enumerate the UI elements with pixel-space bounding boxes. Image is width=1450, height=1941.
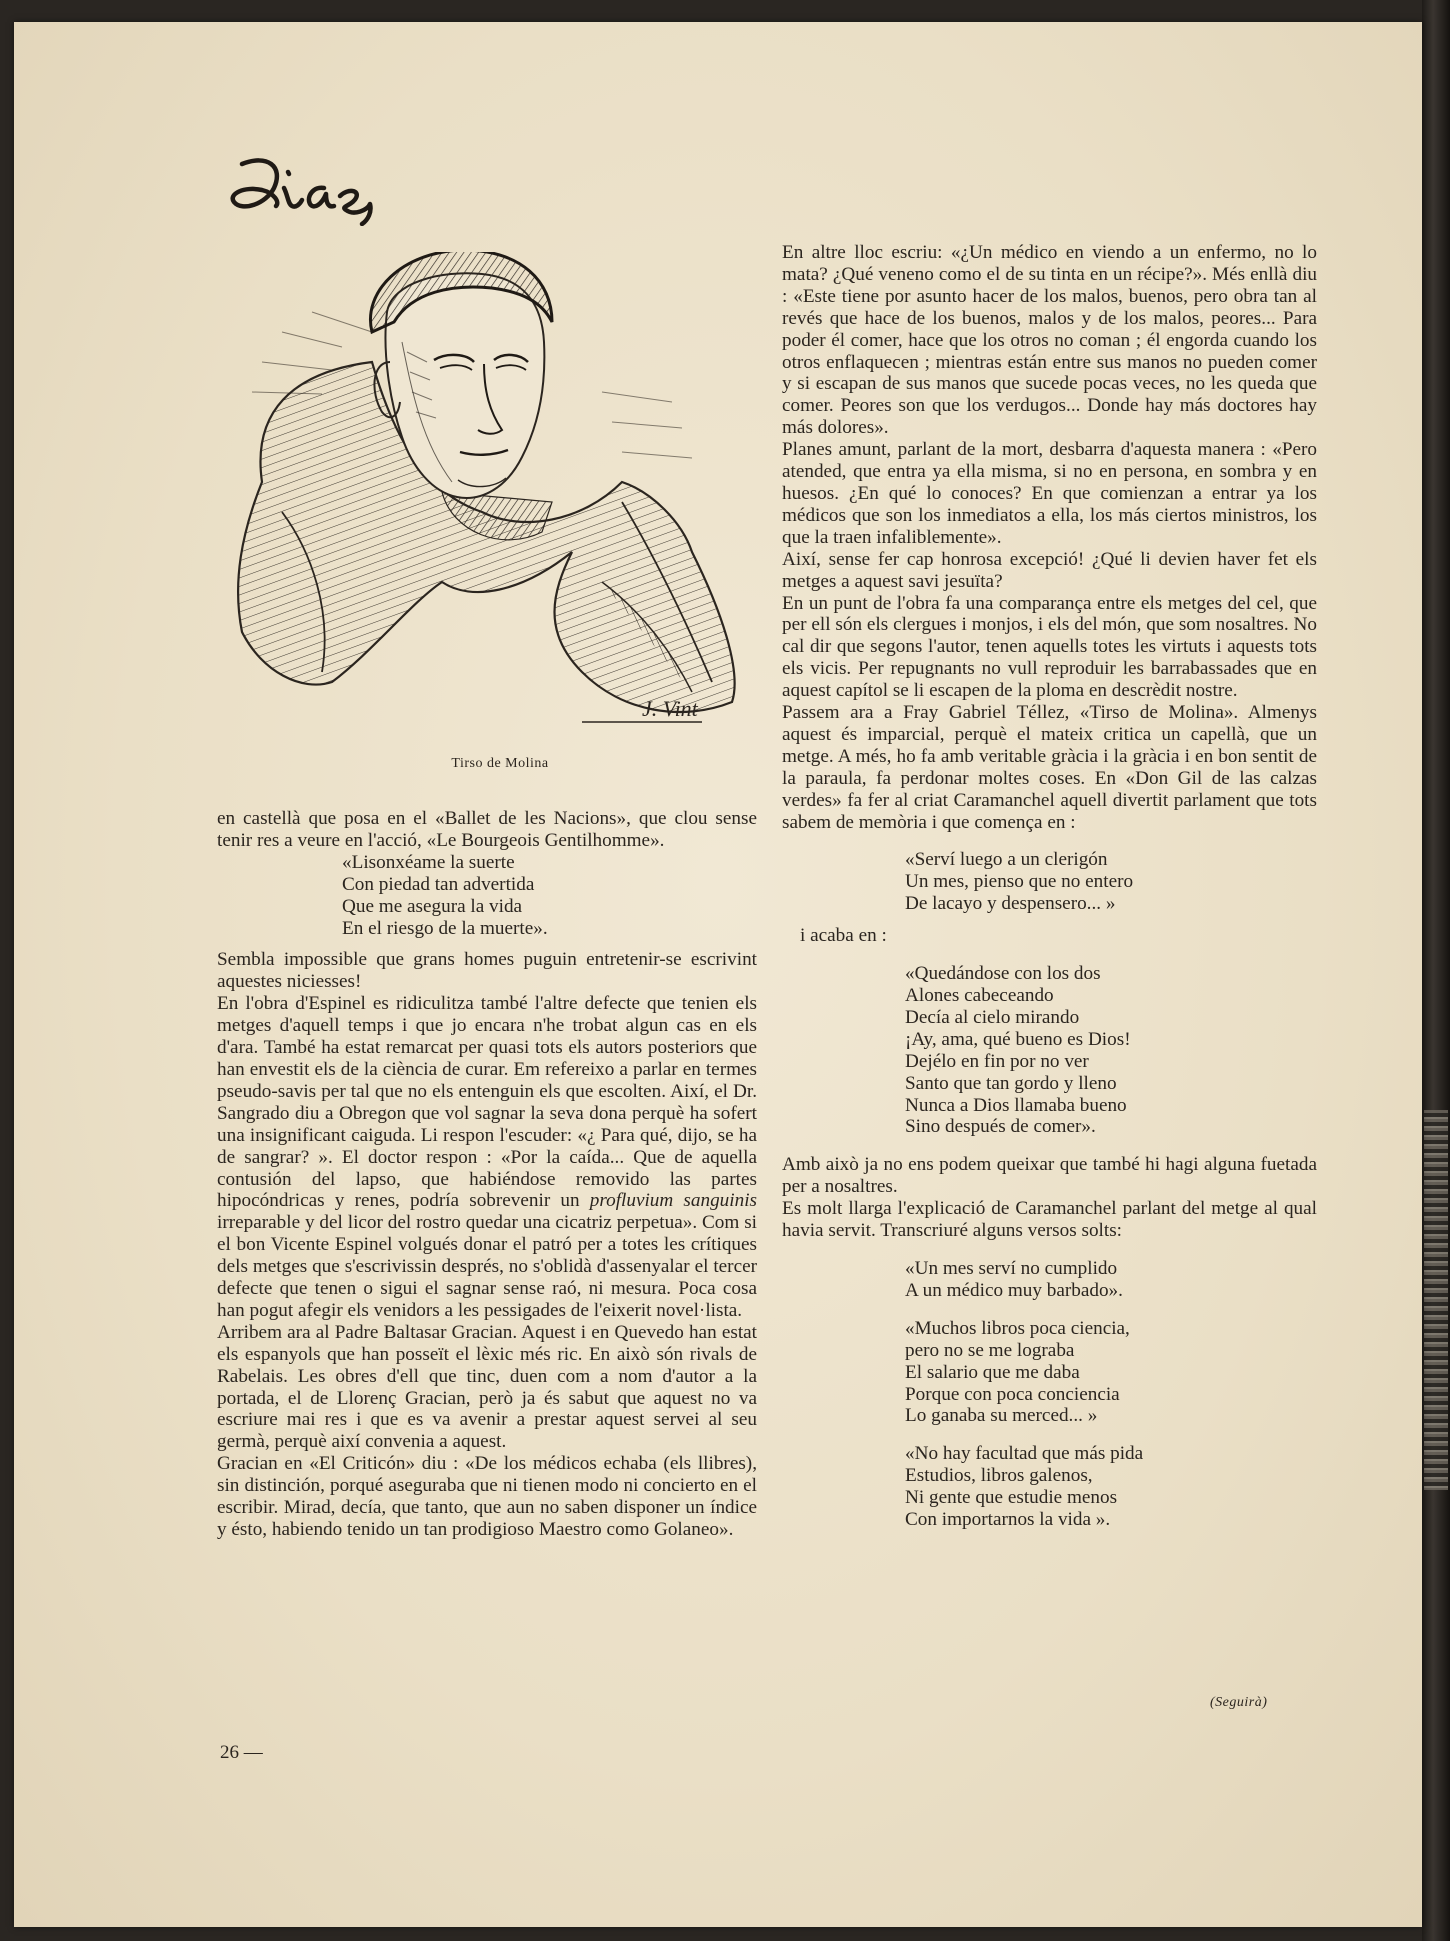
binding-strip (1424, 1110, 1448, 1490)
verse-line: ¡Ay, ama, qué bueno es Dios! (905, 1028, 1131, 1050)
verse-line: Estudios, libros galenos, (905, 1465, 1093, 1487)
verse-line: Con piedad tan advertida (342, 873, 535, 895)
portrait-engraving (222, 252, 762, 752)
paragraph-acaba: i acaba en : (800, 925, 887, 947)
artist-signature: J. Vint (642, 696, 698, 721)
verse-line: Alones cabeceando (905, 985, 1054, 1006)
magazine-page (14, 22, 1422, 1927)
verse-no-hay-facultad (782, 1443, 1317, 1531)
paragraph: Amb això ja no ens podem queixar que també hi hagi alguna fuetada per a nosaltres. (782, 1154, 1317, 1198)
paragraph-tirso: Passem ara a Fray Gabriel Téllez, «Tirso de Molina». Almenys aquest és imparcial, perquè el mateix critica un capellà, que un metge. A més, ho fa amb veritable gràcia i la gràcia i en bon sentit de la paraula, fa perdonar moltes coses. En «Don Gil de las calzas verdes» fa fer al criat Caramanchel aquell divertit parlament que tots sabem de memòria i que comença en : (782, 702, 1317, 833)
binding-edge (1422, 0, 1450, 1941)
verse-line: Con importarnos la vida ». (905, 1509, 1111, 1531)
verse-line: Que me asegura la vida (342, 895, 523, 917)
verse-line: Dejélo en fin por no ver (905, 1050, 1089, 1072)
verse-line: «Un mes serví no cumplido (905, 1257, 1118, 1279)
verse-clerigon (782, 849, 1317, 915)
verse-line: Nunca a Dios llamaba bueno (905, 1094, 1127, 1116)
latin-term: profluvium sanguinis (589, 1190, 758, 1212)
verse-line: Un mes, pienso que no entero (905, 871, 1134, 893)
paragraph: En un punt de l'obra fa una comparança entre els metges del cel, que per ell són els clergues i monjos, i els del món, que som nosaltres. No cal dir que segons l'autor, tenen aquells totes les virtuts i aquests tots els vicis. Per repugnants no vull reproduir les barrabassades que en aquest capítol se li escapen de la ploma en descrèdit nostre. (782, 592, 1317, 702)
verse-lisonxeame (217, 852, 757, 940)
paragraph: Es molt llarga l'explicació de Caramanchel parlant del metge al qual havia servit. Transcriuré alguns versos solts: (782, 1198, 1317, 1242)
paragraph: Planes amunt, parlant de la mort, desbarra d'aquesta manera : «Pero atended, que entra ya ella misma, si no en persona, en sombra y en huesos. ¿En qué lo conoces? En que comienzan a entrar ya los médicos que son los inmediatos a ella, los más ciertos ministros, los que la traen infaliblemente». (782, 439, 1317, 548)
verse-line: A un médico muy barbado». (905, 1279, 1123, 1301)
verse-line: Porque con poca conciencia (905, 1383, 1120, 1405)
verse-line: Santo que tan gordo y lleno (905, 1072, 1117, 1094)
verse-line: En el riesgo de la muerte». (342, 917, 548, 939)
verse-line: pero no se me lograba (905, 1339, 1075, 1361)
paragraph-espinel: En l'obra d'Espinel es ridiculitza també l'altre defecte que tenien els metges d'aquell temps i que jo encara n'he trobat algun cas en els d'ara. També ha estat remarcat per quasi tots els autors posteriors que han envestit els de la ciència de curar. Em refereixo a parlar en termes pseudo-savis per tal que no els entenguin els que escolten. Així, el Dr. Sangrado diu a Obregon que vol sagnar la seva dona perquè ha sofert una insignificant caiguda. Li respon l'escuder: «¿ Para qué, dijo, se ha de sangrar? ». El doctor respon : «Por la caída... Que de aquella contusión del lapso, que habiéndose removido las partes hipocóndricas y renes, podría sobrevenir un profluvium sanguinis irreparable y del licor del rostro quedar una cicatriz perpetua». Com si el bon Vicente Espinel volgués donar el patró per a totes les crítiques dels metges que s'escrivissin després, no s'oblidà d'assenyalar el tercer defecte que tenen o sigui el sagnar sense raó, ni mesura. Poca cosa han pogut afegir els venidors a les pessigades de l'eixerit novel·lista. (217, 993, 758, 1321)
verse-line: «Muchos libros poca ciencia, (905, 1317, 1130, 1339)
verse-line: «No hay facultad que más pida (905, 1443, 1144, 1465)
left-column (217, 808, 757, 1541)
verse-line: De lacayo y despensero... » (905, 893, 1116, 915)
paragraph-intro: en castellà que posa en el «Ballet de les Nacions», que clou sense tenir res a veure en l'acció, «Le Bourgeois Gentilhomme». (217, 808, 757, 851)
verse-line: «Quedándose con los dos (905, 963, 1101, 985)
verse-line: «Serví luego a un clerigón (905, 849, 1108, 871)
verse-muchos-libros (782, 1318, 1317, 1428)
paragraph-criticon: Gracian en «El Criticón» diu : «De los médicos echaba (els llibres), sin distinción, porqué aseguraba que ni tienen modo ni concierto en el escribir. Mirad, decía, que tanto, que aun no saben disponer un índice y ésto, habiendo tenido un tan prodigioso Maestro como Golaneo». (217, 1453, 757, 1540)
verse-un-mes (782, 1258, 1317, 1302)
paragraph: Així, sense fer cap honrosa excepció! ¿Qué li devien haver fet els metges a aquest savi jesuïta? (782, 548, 1317, 592)
verse-line: Lo ganaba su merced... » (905, 1405, 1098, 1427)
portrait-caption: Tirso de Molina (451, 756, 549, 771)
verse-line: «Lisonxéame la suerte (342, 851, 515, 873)
verse-line: Sino después de comer». (905, 1116, 1096, 1138)
paragraph: Sembla impossible que grans homes puguin entretenir-se escrivint aquestes niciesses! (217, 949, 757, 993)
verse-line: Decía al cielo mirando (905, 1006, 1080, 1028)
paragraph-gracian: Arribem ara al Padre Baltasar Gracian. Aquest i en Quevedo han estat els espanyols que han posseït el lèxic més ric. En això són rivals de Rabelais. Les obres d'ell que tinc, duen com a nom d'autor a la portada, el de Llorenç Gracian, però ja és sabut que aquest no va escriure mai res i que es va avenir a prestar aquest servei al seu germà, perquè així convenia a aquest. (217, 1321, 757, 1453)
right-column (782, 242, 1317, 1531)
continued-note: (Seguirà) (1210, 1695, 1268, 1710)
verse-quedandose (782, 963, 1317, 1138)
paragraph: En altre lloc escriu: «¿Un médico en viendo a un enfermo, no lo mata? ¿Qué veneno como el de su tinta en un récipe?». Més enllà diu : «Este tiene por asunto hacer de los malos, buenos, pero obra tan al revés que hace de los buenos, malos y de los malos, peores... Para poder él comer, hace que los otros no coman ; él engorda cuando los otros enflaquecen ; mientras están entre sus manos no pueden comer y si escapan de sus manos que sucede pocas veces, no les queda que comer. Peores son que los verdugos... Donde hay más doctores hay más dolores». (782, 242, 1317, 439)
verse-line: El salario que me daba (905, 1361, 1080, 1383)
heading-script (222, 146, 392, 226)
page-number: 26 — (220, 1742, 263, 1763)
verse-line: Ni gente que estudie menos (905, 1487, 1118, 1509)
